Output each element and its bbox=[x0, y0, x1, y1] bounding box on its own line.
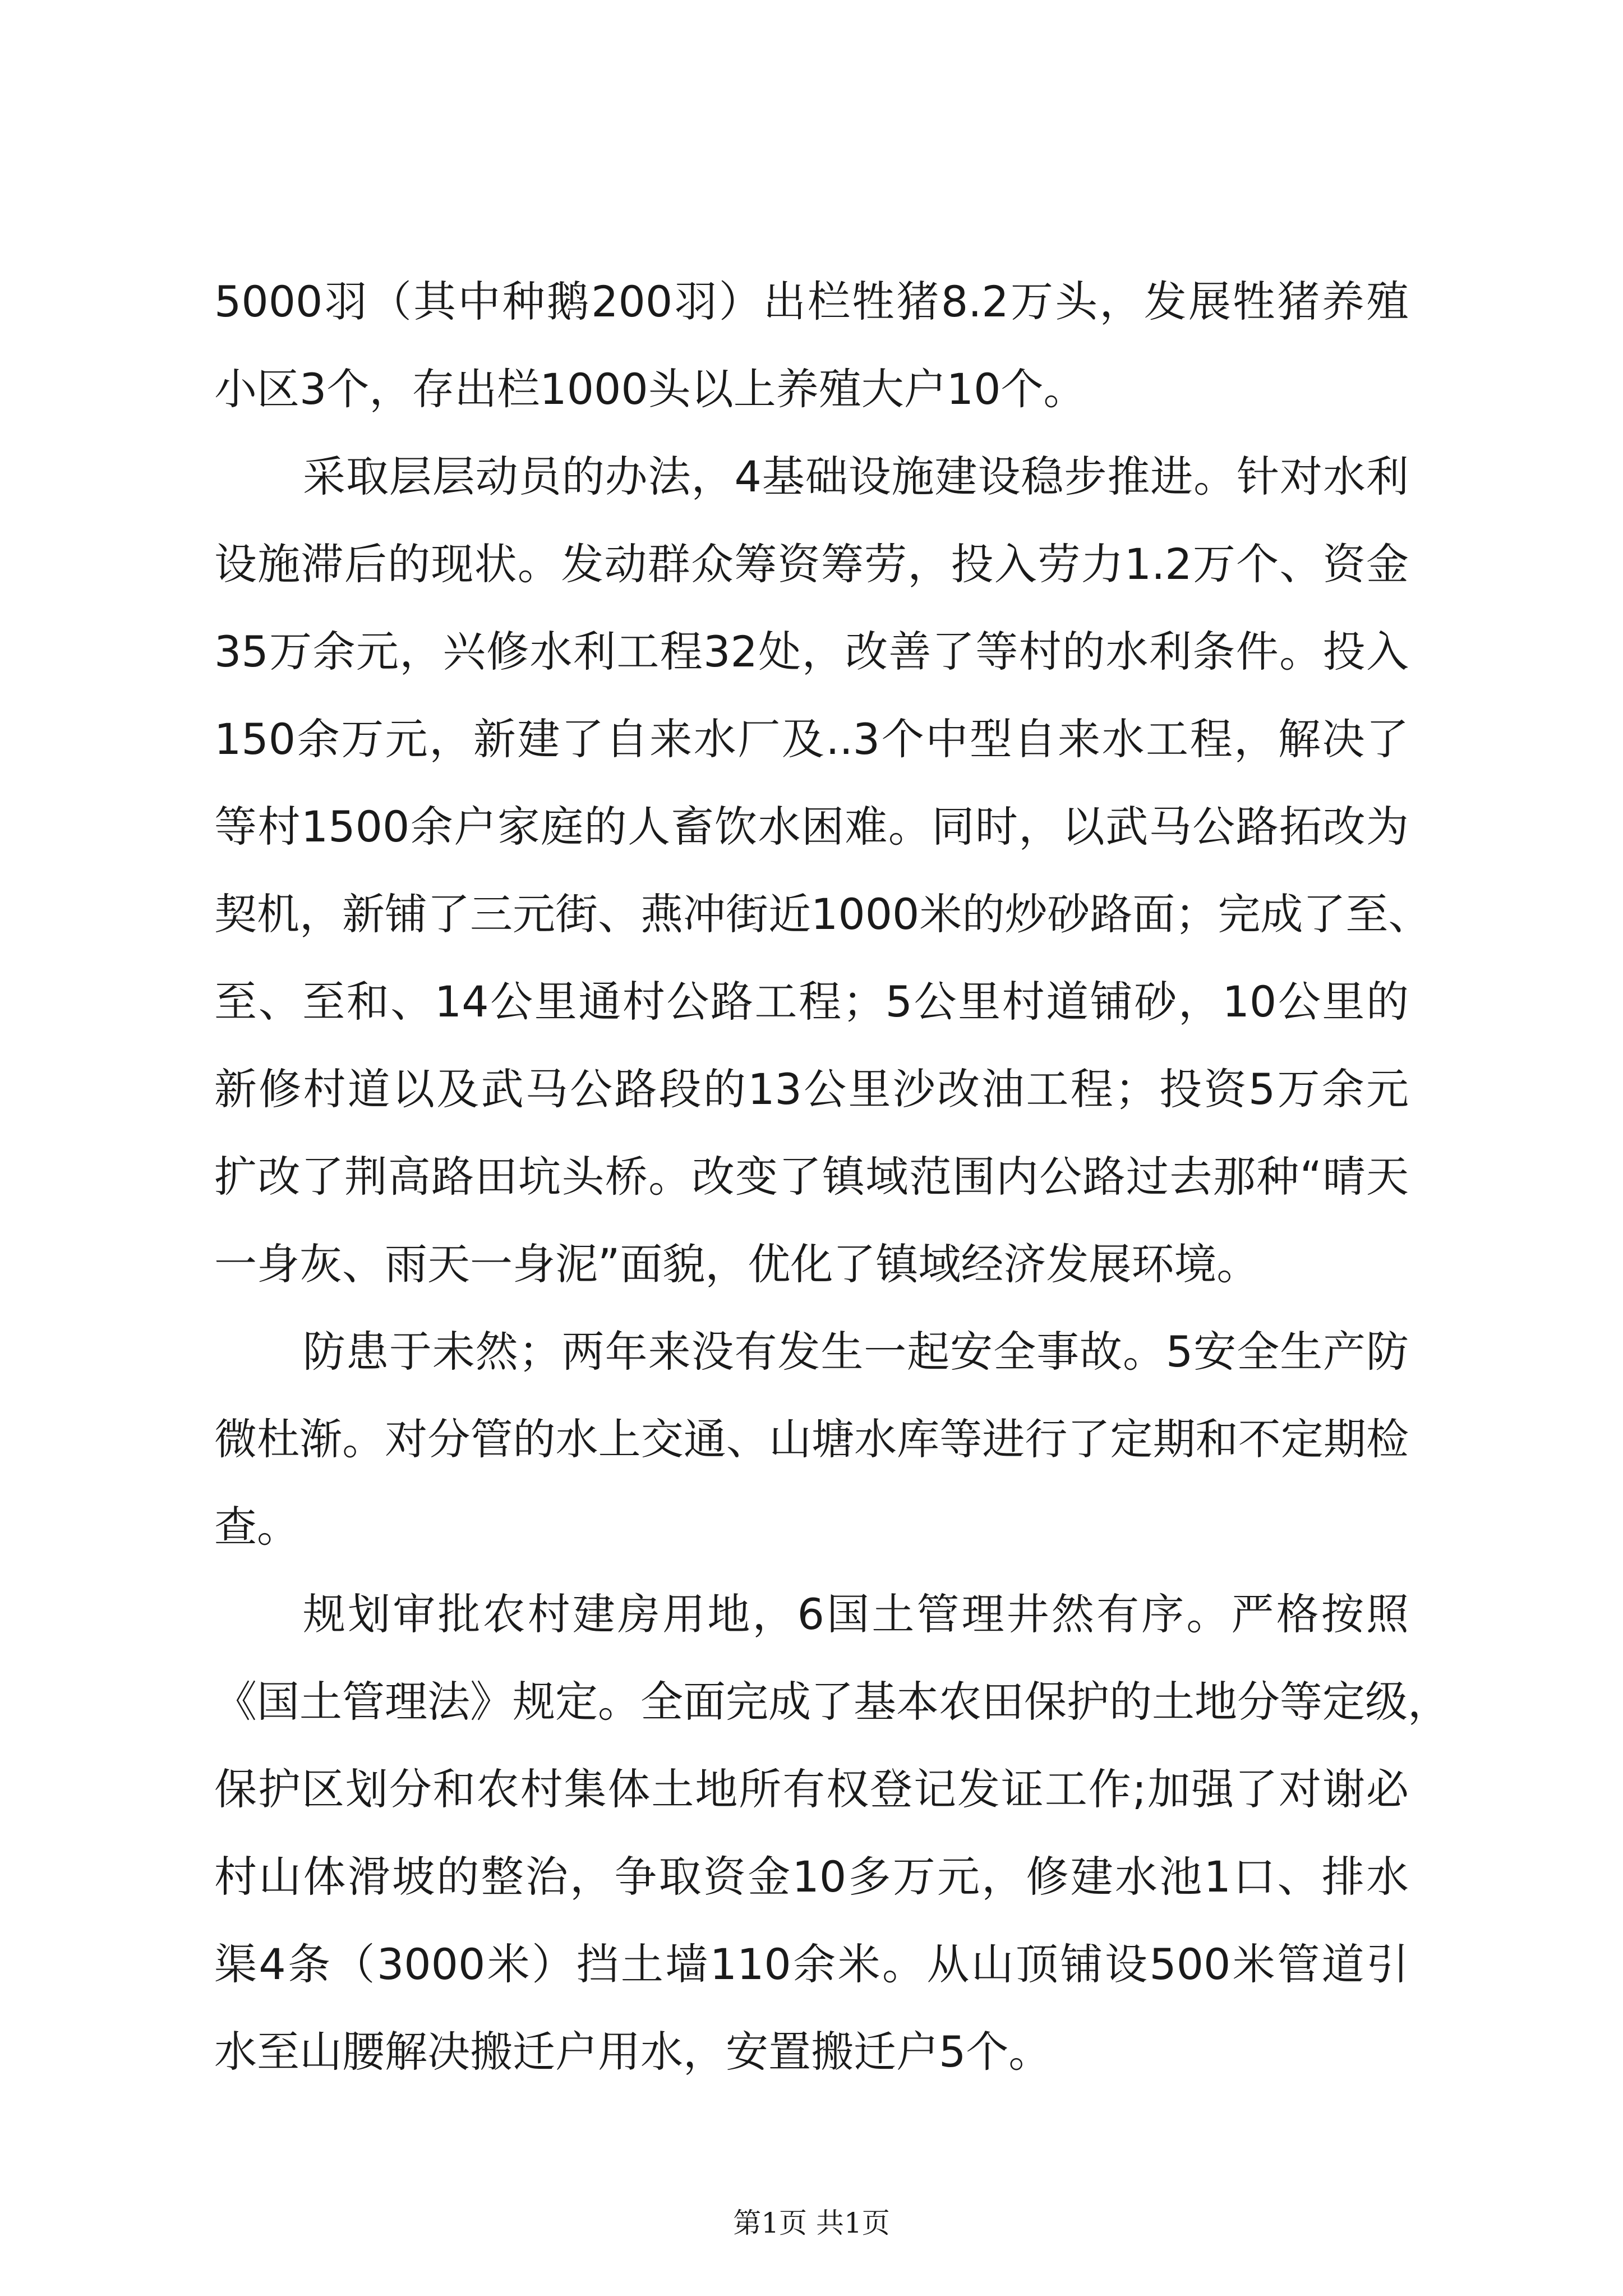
text-line: 水至山腰解决搬迁户用水，安置搬迁户5个。 bbox=[214, 2027, 1052, 2077]
paragraph-start-line: 采取层层动员的办法，4基础设施建设稳步推进。针对水利 bbox=[303, 452, 1409, 501]
paragraph-start-line: 规划审批农村建房用地，6国土管理井然有序。严格按照 bbox=[303, 1589, 1409, 1639]
text-line: 至、至和、14公里通村公路工程；5公里村道铺砂，10公里的 bbox=[214, 977, 1409, 1027]
text-line: 查。 bbox=[214, 1502, 299, 1552]
paragraph-start-line: 防患于未然；两年来没有发生一起安全事故。5安全生产防 bbox=[303, 1327, 1409, 1377]
text-line: 微杜渐。对分管的水上交通、山塘水库等进行了定期和不定期检 bbox=[214, 1414, 1409, 1464]
page-footer bbox=[0, 2203, 1623, 2243]
text-line: 契机，新铺了三元街、燕冲街近1000米的炒砂路面；完成了至、 bbox=[214, 889, 1431, 939]
text-line: 设施滞后的现状。发动群众筹资筹劳，投入劳力1.2万个、资金 bbox=[214, 539, 1409, 589]
text-line: 等村1500余户家庭的人畜饮水困难。同时，以武马公路拓改为 bbox=[214, 802, 1409, 852]
text-line: 村山体滑坡的整治，争取资金10多万元，修建水池1口、排水 bbox=[214, 1852, 1409, 1902]
text-line: 扩改了荆高路田坑头桥。改变了镇域范围内公路过去那种“晴天 bbox=[214, 1152, 1409, 1202]
text-line: 150余万元，新建了自来水厂及..3个中型自来水工程，解决了 bbox=[214, 714, 1409, 764]
text-line: 新修村道以及武马公路段的13公里沙改油工程；投资5万余元 bbox=[214, 1064, 1409, 1114]
document-body bbox=[214, 258, 1450, 2096]
text-line: 35万余元，兴修水利工程32处，改善了等村的水利条件。投入 bbox=[214, 627, 1409, 677]
text-line: 《国土管理法》规定。全面完成了基本农田保护的土地分等定级， bbox=[214, 1677, 1450, 1727]
text-line: 小区3个，存出栏1000头以上养殖大户10个。 bbox=[214, 364, 1086, 414]
text-line: 渠4条（3000米）挡土墙110余米。从山顶铺设500米管道引 bbox=[214, 1939, 1409, 1989]
page-number-label: 第1页 共1页 bbox=[733, 2207, 890, 2239]
text-line: 保护区划分和农村集体土地所有权登记发证工作;加强了对谢必 bbox=[214, 1764, 1409, 1814]
text-line: 5000羽（其中种鹅200羽）出栏牲猪8.2万头，发展牲猪养殖 bbox=[214, 277, 1409, 326]
text-line: 一身灰、雨天一身泥”面貌，优化了镇域经济发展环境。 bbox=[214, 1239, 1260, 1289]
